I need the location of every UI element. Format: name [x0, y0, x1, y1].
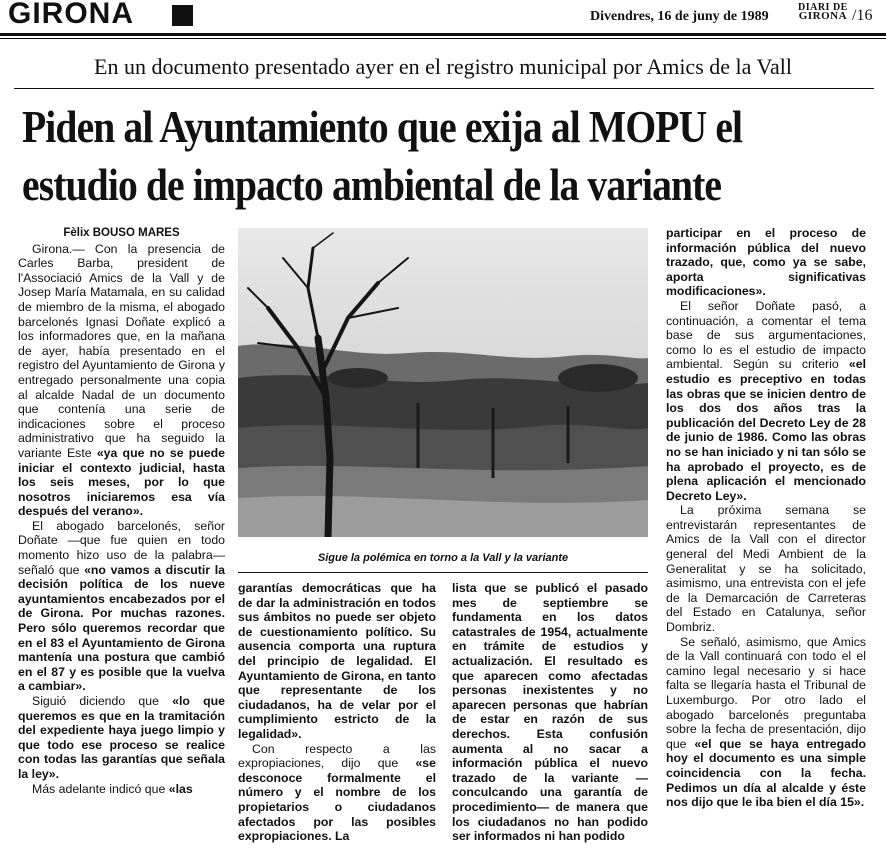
article-paragraph	[18, 519, 225, 694]
quote-text: participar en el proceso de información pública del nuevo trazado, que, como ya se sabe, aporta significativas modificaciones».	[666, 226, 866, 299]
issue-date: Divendres, 16 de juny de 1989	[590, 9, 769, 24]
kicker-rule	[14, 88, 874, 89]
header-rule	[0, 33, 886, 36]
paragraph-text: Siguió diciendo que	[32, 694, 173, 708]
quote-text: «no vamos a discutir la decisión política de los nueve ayuntamientos encabezados por el de Girona. Por muchas razones. Pero sólo queremos recordar que en el 83 el Ayuntamiento de Girona mantenía una postura que cambió en el 87 y es posible que la vuelva a cambiar».	[18, 562, 225, 694]
headline-line-1: Piden al Ayuntamiento que exija al MOPU el	[22, 102, 743, 152]
column-4	[666, 226, 866, 810]
photo-caption: Sigue la polémica en torno a la Vall y la variante	[317, 552, 569, 564]
page-number: /16	[852, 7, 873, 24]
quote-text: «el que se haya entregado hoy el documento es una simple coincidencia con la fecha. Pedimos un día al alcalde y éste nos dijo que le iba bien el día 15».	[666, 736, 866, 810]
column-2	[238, 581, 436, 844]
paragraph-text: El señor Doñate pasó, a continuación, a comentar el tema base de sus argumentaciones, como lo es el estudio de impacto ambiental. Según su criterio	[666, 298, 866, 372]
quote-text: «lo que queremos es que en la tramitación del expediente haya juego limpio y que todo ese proceso se realice con todas las garantías que señala la ley».	[18, 694, 225, 781]
article-paragraph	[666, 226, 866, 299]
article-paragraph	[18, 242, 225, 519]
paragraph-text: La próxima semana se entrevistarán representantes de Amics de la Vall con el director general del Medi Ambient de la Generalitat y se ha solicitado, asimismo, una entrevista con el jefe de la Demarcación de Carreteras del Estado en Catalunya, señor Dombriz.	[666, 503, 866, 635]
caption-rule	[238, 572, 648, 573]
paragraph-text: Se señaló, asimismo, que Amics de la Vall continuará con todo el el camino legal necesario y si hace falta se llegaría hasta el Tribunal de Luxemburgo. Por otro lado el abogado barcelonés preguntaba sobre la fecha de presentación, dijo que	[666, 634, 866, 751]
article-headline	[22, 98, 779, 214]
paragraph-text: Girona.— Con la presencia de Carles Barba, president de l'Associació Amics de la Vall y de Josep María Matamala, en su calidad de miembro de la misma, el abogado barcelonés Ignasi Doñate explicó a los informadores que, en la mañana de ayer, había presentado en el registro del Ayuntamiento de Girona y entregado personalmente una copia al alcalde Nadal de un documento que contenía una serie de indicaciones sobre el proceso administrativo que ha seguido la variante Este	[18, 241, 225, 460]
byline: Fèlix BOUSO MARES	[63, 227, 180, 239]
newspaper-logo	[798, 3, 848, 21]
quote-text: lista que se publicó el pasado mes de septiembre se fundamenta en los datos catastrales de 1954, actualmente en trámite de estudios y actualización. El resultado es que aparecen como afectadas personas inexistentes y no aparecen personas que habrían de estar en razón de sus derechos. Esta confusión aumenta al no sacar a información pública el nuevo trazado de la variante —conculcando una garantía de procedimiento— de manera que los ciudadanos no han podido ser informados ni han podido	[452, 581, 648, 844]
paragraph-text: Con respecto a las expropiaciones, dijo que	[238, 741, 436, 771]
quote-text: garantías democráticas que ha de dar la administración en todos sus ámbitos no puede ser objeto de cuestionamiento político. Su ausencia comporta una ruptura del principio de legalidad. El Ayuntamiento de Girona, en tanto que representante de los ciudadanos, ha de velar por el cumplimiento estricto de la legalidad».	[238, 581, 436, 741]
article-paragraph	[18, 694, 225, 782]
article-kicker: En un documento presentado ayer en el registro municipal por Amics de la Vall	[94, 54, 792, 79]
article-photo	[238, 228, 648, 537]
section-title: GIRONA	[8, 0, 134, 30]
article-paragraph	[666, 503, 866, 634]
paragraph-text: El abogado barcelonés, señor Doñate —que fue quien en todo momento hizo uso de la palabra— señaló que	[18, 518, 225, 577]
article-paragraph	[238, 581, 436, 742]
logo-line-2: GIRONA	[798, 10, 848, 22]
quote-text: «ya que no se puede iniciar el contexto judicial, hasta los seis meses, por lo que nosotros iniciaremos esa vía después del verano».	[18, 445, 225, 519]
column-1	[18, 226, 225, 796]
headline-line-2: estudio de impacto ambiental de la variante	[22, 160, 722, 210]
column-3	[452, 581, 648, 844]
logo-line-1: DIARI DE	[798, 2, 848, 13]
header-rule-thin	[0, 38, 886, 39]
landscape-photo-icon	[238, 228, 648, 537]
paragraph-text: Más adelante indicó que	[32, 781, 169, 796]
article-paragraph	[666, 635, 866, 810]
quote-text: «el estudio es preceptivo en todas las obras que se inicien dentro de los dos dos años tras la publicación del Decreto Ley de 28 de junio de 1986. Como las obras no se han iniciado y ni tan sólo se ha aprobado el proyecto, es de plena aplicación el mencionado Decreto Ley».	[666, 357, 866, 503]
section-marker	[172, 5, 193, 26]
article-paragraph	[666, 299, 866, 503]
article-paragraph	[238, 742, 436, 844]
article-paragraph	[18, 782, 225, 797]
article-paragraph	[452, 581, 648, 844]
quote-text: «las	[168, 781, 193, 796]
quote-text: «se desconoce formalmente el número y el nombre de los propietarios o ciudadanos afectados por las posibles expropiaciones. La	[238, 756, 436, 844]
page-header	[0, 0, 886, 30]
